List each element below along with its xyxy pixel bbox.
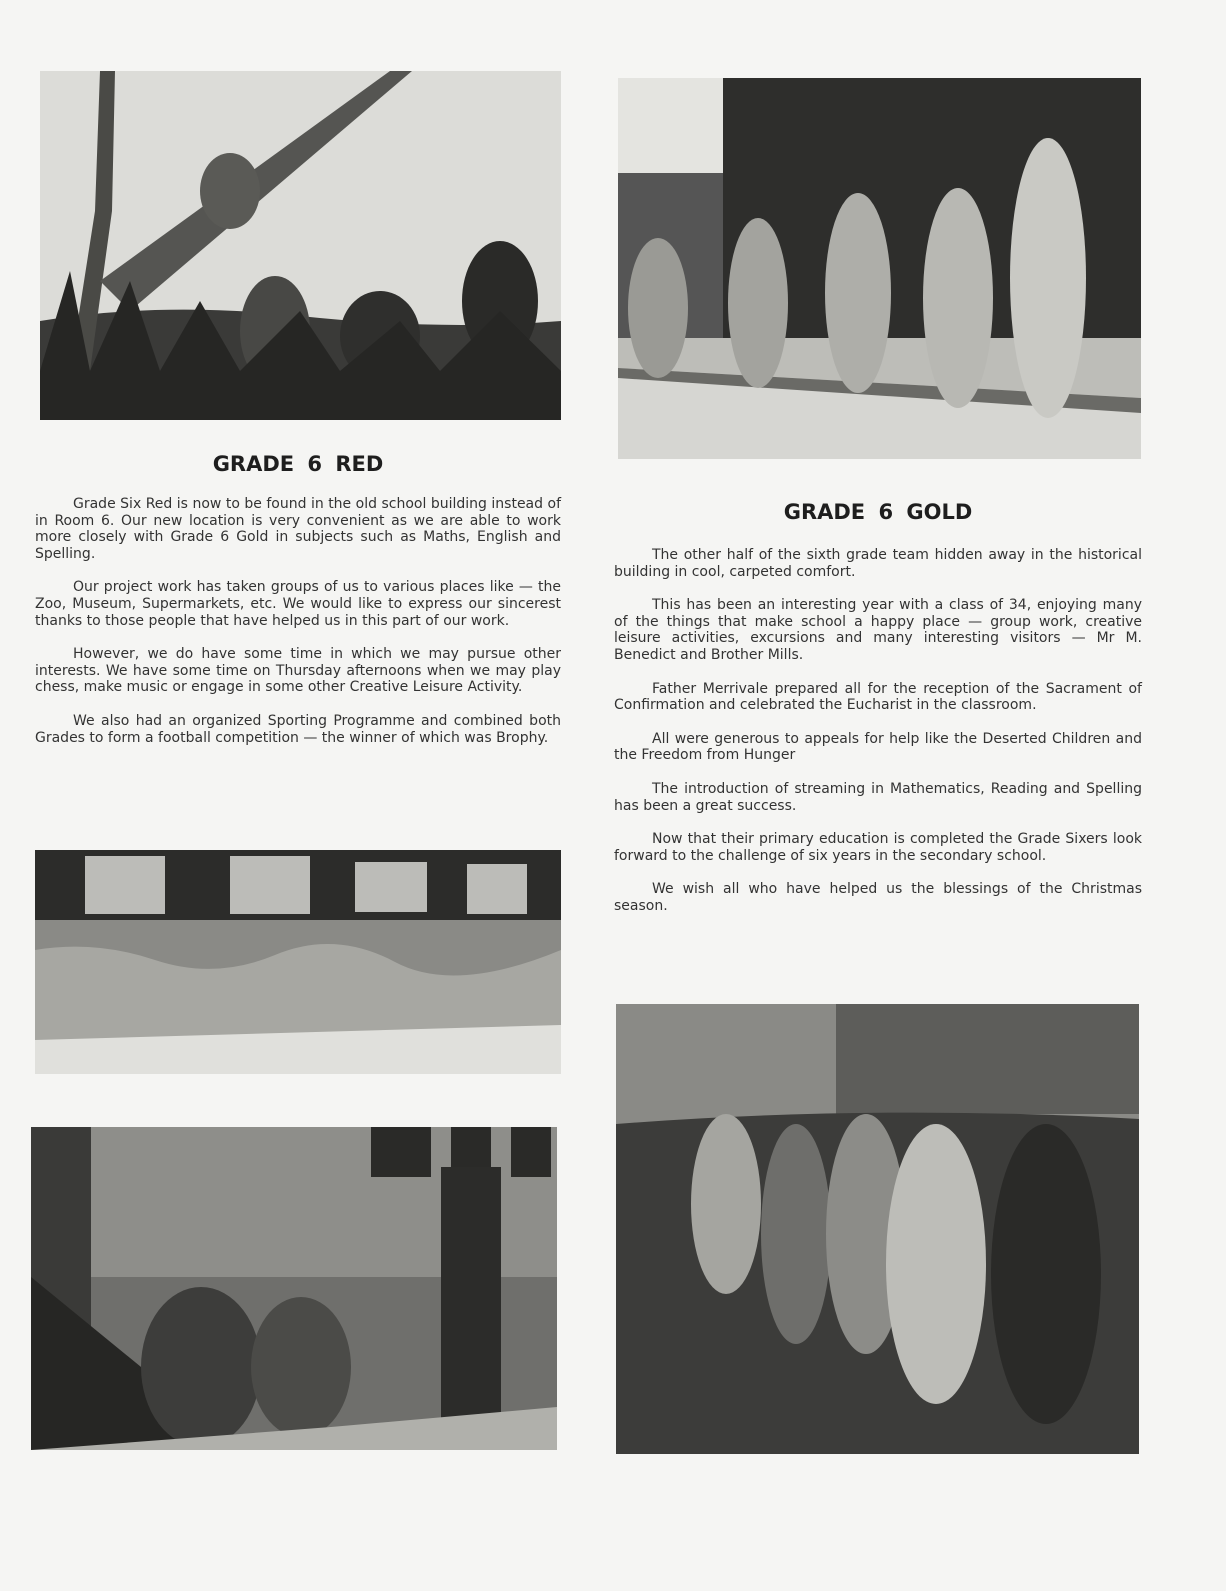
- gold-paragraph: Now that their primary education is completed the Grade Sixers look forward to the challenge of six years in the secondary school.: [614, 831, 1142, 864]
- grade-6-gold-text: [614, 547, 1142, 932]
- gold-paragraph: The introduction of streaming in Mathematics, Reading and Spelling has been a great success.: [614, 780, 1142, 814]
- photo-crowd: [35, 850, 561, 1074]
- grade-6-red-heading: GRADE 6 RED: [212, 452, 384, 476]
- red-paragraph: Our project work has taken groups of us to various places like — the Zoo, Museum, Supermarkets, etc. We would like to express our sincerest thanks to those people that have helped us in this part of our work.: [35, 579, 561, 629]
- gold-paragraph: All were generous to appeals for help like the Deserted Children and the Freedom from Hunger: [614, 730, 1142, 764]
- photo-binoculars: [40, 71, 561, 420]
- photo-building-steps: [31, 1127, 557, 1450]
- gold-paragraph: Father Merrivale prepared all for the reception of the Sacrament of Confirmation and celebrated the Eucharist in the classroom.: [614, 680, 1142, 714]
- gold-paragraph: This has been an interesting year with a class of 34, enjoying many of the things that make school a happy place — group work, creative leisure activities, excursions and many interesting visitors — Mr M. Benedict and Brother Mills.: [614, 597, 1142, 663]
- red-paragraph: However, we do have some time in which we may pursue other interests. We have some time on Thursday afternoons when we may play chess, make music or engage in some other Creative Leisure Activity.: [35, 646, 561, 696]
- grade-6-gold-heading: GRADE 6 GOLD: [783, 500, 973, 524]
- photo-running-race: [616, 1004, 1139, 1454]
- gold-paragraph: The other half of the sixth grade team hidden away in the historical building in cool, carpeted comfort.: [614, 547, 1142, 580]
- gold-paragraph: We wish all who have helped us the blessings of the Christmas season.: [614, 881, 1142, 914]
- photo-swimming-pool: [618, 78, 1141, 459]
- grade-6-red-text: [35, 496, 561, 763]
- red-paragraph: Grade Six Red is now to be found in the old school building instead of in Room 6. Our new location is very convenient as we are able to work more closely with Grade 6 Gold in subjects such as Maths, English and Spelling.: [35, 496, 561, 562]
- red-paragraph: We also had an organized Sporting Programme and combined both Grades to form a football competition — the winner of which was Brophy.: [35, 712, 561, 746]
